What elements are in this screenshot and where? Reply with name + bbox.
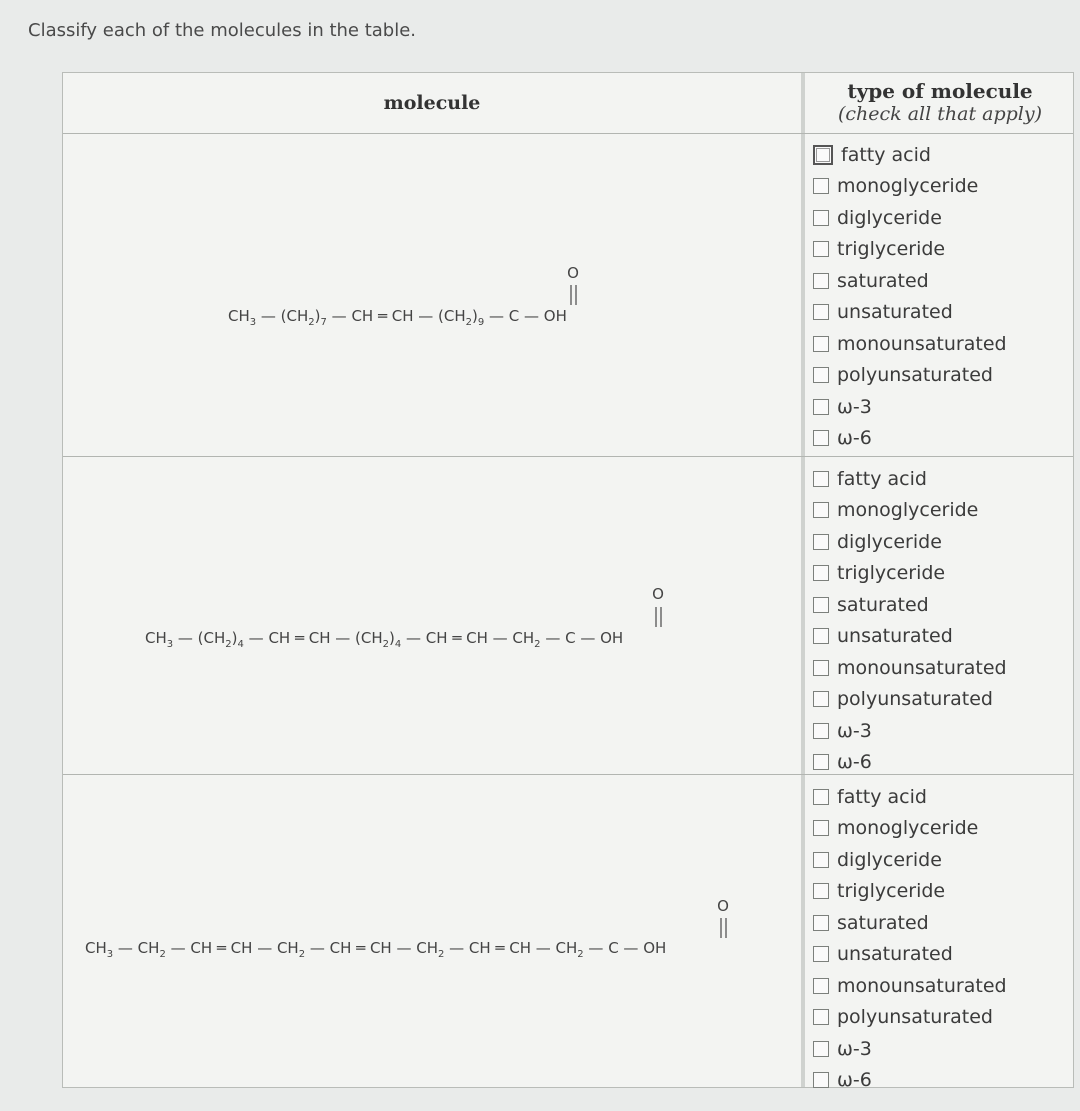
checkbox[interactable] — [813, 915, 829, 931]
table-row-molecule-1 — [63, 133, 1073, 457]
option--6[interactable] — [813, 423, 1007, 455]
option-label: saturated — [837, 593, 929, 616]
option-label: unsaturated — [837, 943, 953, 966]
checkbox[interactable] — [813, 210, 829, 226]
checkbox[interactable] — [813, 628, 829, 644]
option-monoglyceride[interactable] — [813, 495, 1007, 527]
option-label: monounsaturated — [837, 656, 1007, 679]
option-label: diglyceride — [837, 530, 942, 553]
option-polyunsaturated[interactable] — [813, 684, 1007, 716]
header-type-hint: (check all that apply) — [838, 103, 1042, 125]
option-label: monoglyceride — [837, 175, 979, 198]
option-fatty-acid[interactable] — [813, 463, 1007, 495]
option-diglyceride[interactable] — [813, 202, 1007, 234]
checkbox[interactable] — [813, 273, 829, 289]
option-fatty-acid[interactable] — [813, 781, 1007, 813]
option-monounsaturated[interactable] — [813, 970, 1007, 1002]
option-label: polyunsaturated — [837, 364, 993, 387]
option-monounsaturated[interactable] — [813, 328, 1007, 360]
carbonyl-oxygen: O — [652, 585, 664, 603]
option-label: unsaturated — [837, 301, 953, 324]
option-label: monounsaturated — [837, 332, 1007, 355]
checkbox[interactable] — [813, 597, 829, 613]
option-saturated[interactable] — [813, 589, 1007, 621]
checkbox[interactable] — [813, 471, 829, 487]
molecule-structure-2 — [63, 457, 801, 775]
option-label: ω-6 — [837, 751, 872, 774]
option-label: saturated — [837, 911, 929, 934]
option-label: polyunsaturated — [837, 688, 993, 711]
checkbox[interactable] — [813, 852, 829, 868]
molecule-formula: $CH_3$ — $CH_2$ — CH ═ CH — $CH_2$ — CH ═ CH — $CH_2$ — CH ═ CH — $CH_2$ — C — OH — [85, 939, 667, 960]
table-header-row — [63, 73, 1073, 134]
option-label: triglyceride — [837, 238, 946, 261]
option-fatty-acid[interactable] — [813, 139, 1007, 171]
carbonyl-oxygen: O — [717, 897, 729, 915]
checkbox[interactable] — [813, 946, 829, 962]
option-label: fatty acid — [841, 143, 931, 166]
option--6[interactable] — [813, 747, 1007, 779]
table-row-molecule-3 — [63, 775, 1073, 1092]
option-monoglyceride[interactable] — [813, 171, 1007, 203]
type-options — [813, 139, 1007, 454]
checkbox[interactable] — [813, 660, 829, 676]
option-label: ω-3 — [837, 395, 872, 418]
option-polyunsaturated[interactable] — [813, 360, 1007, 392]
option-label: unsaturated — [837, 625, 953, 648]
header-type-title: type of molecule — [847, 79, 1033, 103]
option-label: triglyceride — [837, 880, 946, 903]
option-unsaturated[interactable] — [813, 621, 1007, 653]
option-label: fatty acid — [837, 785, 927, 808]
checkbox[interactable] — [813, 178, 829, 194]
classification-table — [62, 72, 1074, 1092]
option-label: saturated — [837, 269, 929, 292]
checkbox[interactable] — [813, 754, 829, 770]
checkbox[interactable] — [813, 978, 829, 994]
option-diglyceride[interactable] — [813, 844, 1007, 876]
option-diglyceride[interactable] — [813, 526, 1007, 558]
molecule-cell — [63, 775, 801, 1089]
molecule-cell — [63, 133, 801, 456]
option-triglyceride[interactable] — [813, 876, 1007, 908]
option-polyunsaturated[interactable] — [813, 1002, 1007, 1034]
table-row-molecule-2 — [63, 457, 1073, 775]
option-label: monounsaturated — [837, 974, 1007, 997]
checkbox[interactable] — [813, 723, 829, 739]
option-label: diglyceride — [837, 848, 942, 871]
carbonyl-oxygen: O — [567, 264, 579, 282]
option-unsaturated[interactable] — [813, 939, 1007, 971]
option-label: polyunsaturated — [837, 1006, 993, 1029]
checkbox[interactable] — [813, 534, 829, 550]
option-label: diglyceride — [837, 206, 942, 229]
checkbox[interactable] — [813, 789, 829, 805]
molecule-cell — [63, 457, 801, 774]
checkbox[interactable] — [813, 691, 829, 707]
header-molecule: molecule — [383, 92, 481, 114]
checkbox[interactable] — [813, 1041, 829, 1057]
checkbox[interactable] — [813, 1009, 829, 1025]
option--3[interactable] — [813, 715, 1007, 747]
checkbox[interactable] — [813, 430, 829, 446]
option--6[interactable] — [813, 1065, 1007, 1097]
option-saturated[interactable] — [813, 907, 1007, 939]
option-monoglyceride[interactable] — [813, 813, 1007, 845]
checkbox[interactable] — [813, 367, 829, 383]
checkbox[interactable] — [813, 565, 829, 581]
option-unsaturated[interactable] — [813, 297, 1007, 329]
molecule-formula: $CH_3$ — $(CH_2)_7$ — CH ═ CH — $(CH_2)_9$ — C — OH — [228, 307, 567, 328]
option-label: ω-3 — [837, 719, 872, 742]
option-saturated[interactable] — [813, 265, 1007, 297]
option-triglyceride[interactable] — [813, 558, 1007, 590]
checkbox[interactable] — [813, 336, 829, 352]
type-options — [813, 463, 1007, 778]
question-prompt: Classify each of the molecules in the table. — [28, 20, 417, 41]
checkbox[interactable] — [813, 145, 833, 165]
checkbox[interactable] — [813, 241, 829, 257]
option-label: monoglyceride — [837, 499, 979, 522]
option-label: ω-6 — [837, 427, 872, 450]
checkbox[interactable] — [813, 399, 829, 415]
option-label: ω-3 — [837, 1037, 872, 1060]
checkbox[interactable] — [813, 1072, 829, 1088]
checkbox[interactable] — [813, 883, 829, 899]
option-label: ω-6 — [837, 1069, 872, 1092]
option-label: fatty acid — [837, 467, 927, 490]
option--3[interactable] — [813, 391, 1007, 423]
option-triglyceride[interactable] — [813, 234, 1007, 266]
checkbox[interactable] — [813, 502, 829, 518]
type-options — [813, 781, 1007, 1096]
option-label: triglyceride — [837, 562, 946, 585]
option--3[interactable] — [813, 1033, 1007, 1065]
header-type — [805, 79, 1075, 125]
option-monounsaturated[interactable] — [813, 652, 1007, 684]
checkbox[interactable] — [813, 820, 829, 836]
molecule-formula: $CH_3$ — $(CH_2)_4$ — CH ═ CH — $(CH_2)_4$ — CH ═ CH — $CH_2$ — C — OH — [145, 629, 624, 650]
option-label: monoglyceride — [837, 817, 979, 840]
molecule-structure-1 — [63, 133, 801, 457]
molecule-structure-3 — [63, 775, 801, 1089]
checkbox[interactable] — [813, 304, 829, 320]
